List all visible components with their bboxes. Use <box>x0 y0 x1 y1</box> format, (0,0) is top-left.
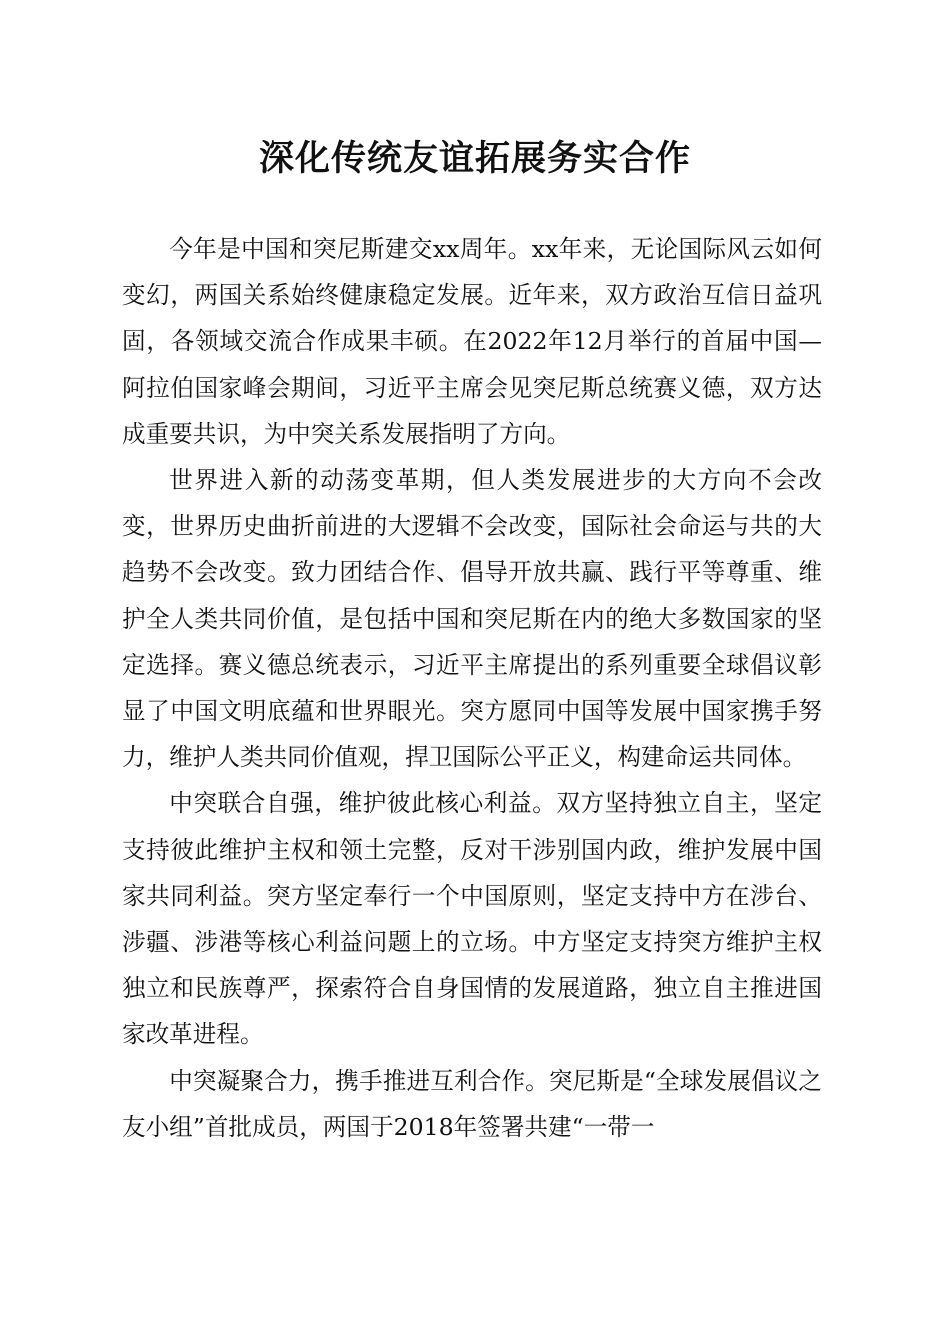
paragraph-2: 世界进入新的动荡变革期，但人类发展进步的大方向不会改变，世界历史曲折前进的大逻辑不会改变，国际社会命运与共的大趋势不会改变。致力团结合作、倡导开放共赢、践行平等尊重、维护全人类共同价值，是包括中国和突尼斯在内的绝大多数国家的坚定选择。赛义德总统表示，习近平主席提出的系列重要全球倡议彰显了中国文明底蕴和世界眼光。突方愿同中国等发展中国家携手努力，维护人类共同价值观，捍卫国际公平正义，构建命运共同体。 <box>122 466 822 772</box>
paragraph-4: 中突凝聚合力，携手推进互利合作。突尼斯是“全球发展倡议之友小组”首批成员，两国于2018年签署共建“一带一 <box>122 1066 822 1141</box>
document-title: 深化传统友谊拓展务实合作 <box>258 138 691 179</box>
paragraph-3: 中突联合自强，维护彼此核心利益。双方坚持独立自主，坚定支持彼此维护主权和领土完整，反对干涉别国内政，维护发展中国家共同利益。突方坚定奉行一个中国原则，坚定支持中方在涉台、涉疆、涉港等核心利益问题上的立场。中方坚定支持突方维护主权独立和民族尊严，探索符合自身国情的发展道路，独立自主推进国家改革进程。 <box>122 789 822 1049</box>
paragraph-1: 今年是中国和突尼斯建交xx周年。xx年来，无论国际风云如何变幻，两国关系始终健康稳定发展。近年来，双方政治互信日益巩固，各领域交流合作成果丰硕。在2022年12月举行的首届中国—阿拉伯国家峰会期间，习近平主席会见突尼斯总统赛义德，双方达成重要共识，为中突关系发展指明了方向。 <box>122 235 822 448</box>
document-body <box>122 226 822 1150</box>
